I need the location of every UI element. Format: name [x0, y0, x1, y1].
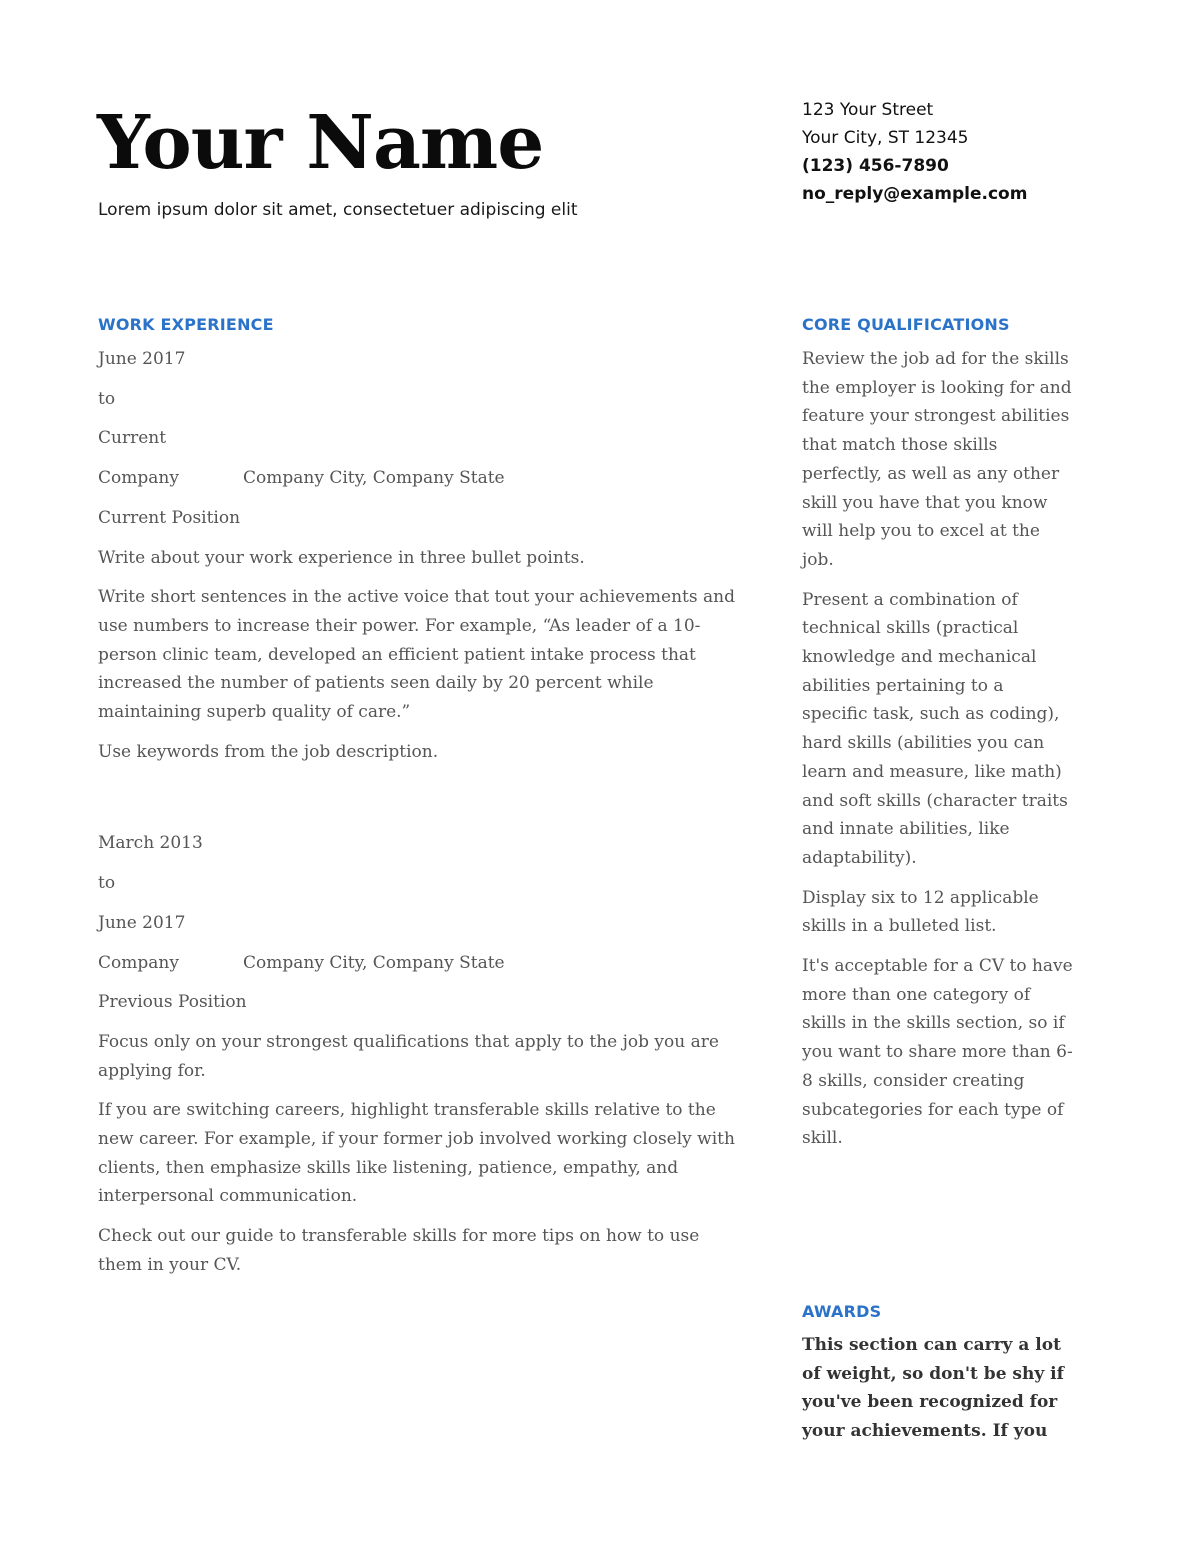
- job-location: Company City, Company State: [243, 952, 505, 973]
- awards-section: [802, 1331, 1074, 1457]
- contact-city: Your City, ST 12345: [802, 128, 969, 148]
- contact-phone: (123) 456-7890: [802, 156, 949, 176]
- job-bullet: Use keywords from the job description.: [98, 741, 439, 762]
- job-bullet: If you are switching careers, highlight transferable skills relative to the new career. For example, if your former job involved working closely with clients, then emphasize skills like listening, patience, empathy, and interpersonal communication.: [98, 1100, 735, 1207]
- qualification-paragraph: Display six to 12 applicable skills in a bulleted list.: [802, 887, 1039, 937]
- job-bullet: Check out our guide to transferable skills for more tips on how to use them in your CV.: [98, 1226, 700, 1275]
- job-entry: [98, 345, 748, 766]
- awards-paragraph: This section can carry a lot of weight, so don't be shy if you've been recognized for your achievements. If you: [802, 1335, 1064, 1442]
- job-bullet: Write about your work experience in three bullet points.: [98, 547, 585, 568]
- qualification-paragraph: Present a combination of technical skills (practical knowledge and mechanical abilities pertaining to a specific task, such as coding), hard skills (abilities you can learn and measure, like math) and soft skills (character traits and innate abilities, like adaptability).: [802, 589, 1068, 868]
- job-bullet: Write short sentences in the active voice that tout your achievements and use numbers to increase their power. For example, “As leader of a 10-person clinic team, developed an efficient patient intake process that increased the number of patients seen daily by 20 percent while maintaining superb quality of care.”: [98, 587, 735, 723]
- job-company: Company: [98, 468, 179, 489]
- job-position: Current Position: [98, 507, 241, 528]
- contact-block: [802, 96, 1027, 208]
- job-location: Company City, Company State: [243, 468, 505, 489]
- job-start-date: March 2013: [98, 833, 203, 854]
- job-bullet: Focus only on your strongest qualifications that apply to the job you are applying for.: [98, 1031, 719, 1081]
- applicant-name: Your Name: [97, 100, 544, 186]
- core-qualifications-section: [802, 345, 1074, 1164]
- contact-street: 123 Your Street: [802, 100, 934, 120]
- job-spacer: [98, 777, 748, 829]
- job-entry: [98, 829, 748, 1279]
- qualification-paragraph: Review the job ad for the skills the employer is looking for and feature your strongest abilities that match those skills perfectly, as well as any other skill you have that you know will help you to excel at the job.: [802, 349, 1072, 570]
- tagline: Lorem ipsum dolor sit amet, consectetuer adipiscing elit: [98, 200, 578, 220]
- core-qualifications-heading: CORE QUALIFICATIONS: [802, 315, 1010, 334]
- awards-heading: AWARDS: [802, 1302, 882, 1321]
- job-start-date: June 2017: [98, 349, 186, 369]
- job-date-separator: to: [98, 388, 116, 409]
- work-experience-heading: WORK EXPERIENCE: [98, 315, 274, 334]
- job-company: Company: [98, 952, 179, 973]
- qualification-paragraph: It's acceptable for a CV to have more than one category of skills in the skills section, so if you want to share more than 6-8 skills, consider creating subcategories for each type of skill.: [802, 956, 1073, 1149]
- job-company-row: [98, 464, 748, 493]
- job-end-date: June 2017: [98, 912, 186, 933]
- contact-email[interactable]: no_reply@example.com: [802, 184, 1028, 204]
- job-date-separator: to: [98, 873, 116, 894]
- job-position: Previous Position: [98, 992, 247, 1013]
- work-experience-section: [98, 345, 748, 1291]
- job-company-row: [98, 949, 748, 978]
- job-end-date: Current: [98, 428, 167, 449]
